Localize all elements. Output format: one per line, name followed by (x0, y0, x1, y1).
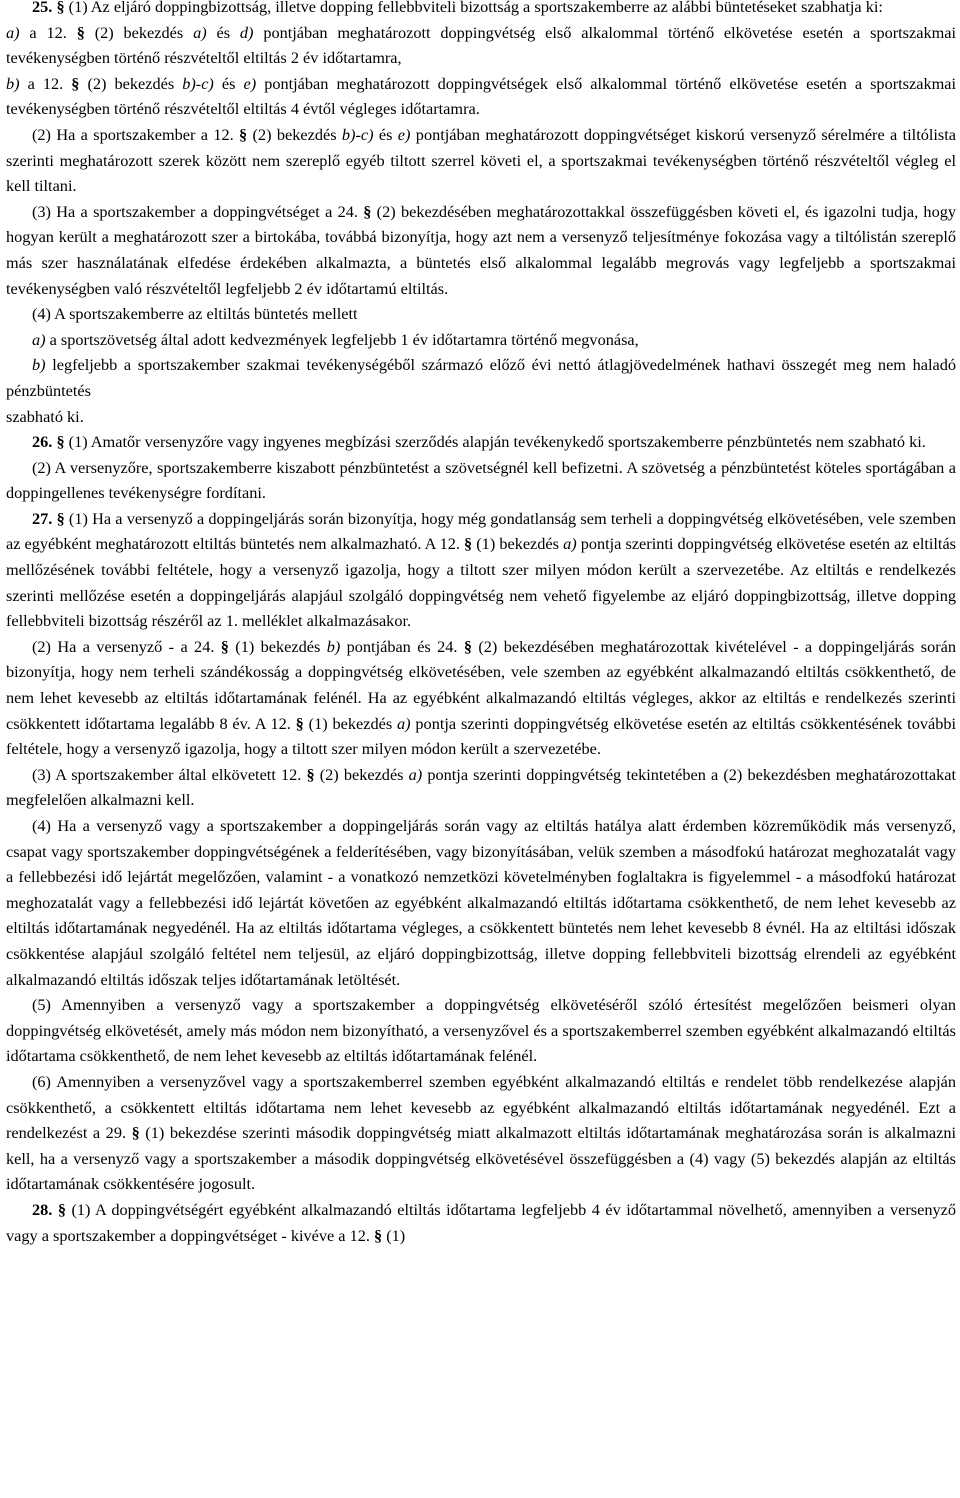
text-run: (3) Ha a sportszakember a doppingvétséget a 24. (32, 201, 364, 221)
text-run: (1) Ha a versenyző a doppingeljárás során bizonyítja, hogy még gondatlanság sem terheli a doppingvétség elkövetésében, vele szemben az egyébként meghatározott eltiltás büntetés nem alkalmazható. A 12. (6, 508, 956, 554)
text-run: (1) bekezdés (472, 534, 564, 554)
paragraph (6, 992, 956, 1069)
text-run: (3) A sportszakember által elkövetett 12. (32, 764, 307, 784)
text-run: (4) Ha a versenyző vagy a sportszakember a doppingeljárás során vagy az eltiltás hatálya alatt érdemben közreműködik más versenyző, csapat vagy sportszakember doppingvétségének a felderítésében, vagy bizonyításában, velük szemben a másodfokú határozat meghozatalát vagy a fellebbezési idő lejártát megelőzően, valamint - a vonatkozó nemzetközi követelményben foglaltakra is figyelemmel - a másodfokú határozat meghozatalát vagy a fellebbezési idő lejártát követően az egyébként alkalmazandó eltiltás időtartama csökkenthető, de nem lehet kevesebb az eltiltás időtartamának negyedénél. Ha az eltiltás időtartama végleges, a csökkentett büntetés nem lehet kevesebb 8 évnél. Ha az eltiltási időszak csökkentése alapjául szolgáló feltétel nem teljesül, az eljáró doppingbizottság, illetve dopping fellebbviteli bizottság elrendeli az egyébként alkalmazandó eltiltás időszak teljes időtartamának letöltését. (6, 816, 956, 989)
italic-text: b)-c) (182, 73, 214, 93)
text-run: (1) Az eljáró doppingbizottság, illetve dopping fellebbviteli bizottság a sportszakemberre az alábbi büntetéseket szabhatja ki: (64, 0, 883, 16)
text-run: (1) bekezdése szerinti második doppingvétség miatt alkalmazott eltiltás időtartamának meghatározása során is alkalmazni kell, ha a versenyző vagy a sportszakember a második doppingvétség elkövetésével összefüggésben a (4) vagy (5) bekezdés alapján az eltiltás időtartamának csökkentésére jogosult. (6, 1123, 956, 1194)
text-run: (2) Ha a versenyző - a 24. (32, 636, 221, 656)
text-run: (5) Amennyiben a versenyző vagy a sportszakember a doppingvétség elkövetéséről szóló értesítést megelőzően beismeri olyan doppingvétség elkövetését, amely más módon nem bizonyítható, a versenyzővel és a sportszakemberrel szemben egyébként alkalmazandó eltiltás időtartama csökkenthető, de nem lehet kevesebb az eltiltás időtartamának felénél. (6, 995, 956, 1066)
paragraph (6, 429, 956, 455)
text-run: (1) Amatőr versenyzőre vagy ingyenes megbízási szerződés alapján tevékenykedő sportszakemberre pénzbüntetés nem szabható ki. (64, 432, 926, 452)
paragraph (6, 0, 956, 20)
text-run: (1) (382, 1225, 406, 1245)
text-run: (2) bekezdés (314, 764, 409, 784)
italic-text: a) (32, 329, 46, 349)
text-run: a sportszövetség által adott kedvezmények legfeljebb 1 év időtartamra történő megvonása, (45, 329, 639, 349)
paragraph (6, 122, 956, 199)
paragraph (6, 1197, 956, 1248)
bold-text: 28. (32, 1199, 53, 1219)
paragraph (6, 455, 956, 506)
italic-text: a) (563, 534, 577, 554)
text-run: (2) bekezdés (79, 73, 183, 93)
text-run: (1) bekezdés (228, 636, 327, 656)
text-run: (2) bekezdésében meghatározottak kivételével - a doppingeljárás során bizonyítja, hogy nem terheli szándékosság a doppingvétség elkövetésében, vele szemben az egyébként alkalmazandó eltiltás csökkenthető, de nem lehet kevesebb az eltiltás időtartamának felénél. Ha az egyébként alkalmazandó eltiltás végleges, akkor az eltiltás e rendelkezés szerinti csökkentett időtartama legalább 8 év. A 12. (6, 636, 957, 733)
paragraph (6, 327, 956, 353)
bold-text: 27. (32, 508, 53, 528)
bold-text: § (464, 534, 473, 554)
paragraph (6, 1069, 956, 1197)
paragraph (6, 301, 956, 327)
bold-text: § (463, 636, 472, 656)
paragraph (6, 506, 956, 634)
text-run: (1) bekezdés (303, 713, 397, 733)
bold-text: 26. (32, 432, 53, 452)
bold-text: § (57, 1199, 66, 1219)
italic-text: b) (6, 73, 20, 93)
text-run: a 12. (19, 73, 72, 93)
bold-text: § (56, 0, 65, 16)
text-run: pontjában és 24. (340, 636, 464, 656)
text-run: és (206, 22, 240, 42)
italic-text: a) (397, 713, 411, 733)
text-run: (4) A sportszakemberre az eltiltás büntetés mellett (32, 304, 358, 324)
text-run: pontja szerinti doppingvétség elkövetése esetén az eltiltás csökkentésének további feltétele, hogy a versenyző igazolja, hogy a tiltott szer milyen módon került a szervezetébe. (6, 713, 957, 759)
italic-text: b)-c) (341, 124, 374, 144)
paragraph (6, 813, 956, 992)
text-run: és (213, 73, 244, 93)
text-run: (2) bekezdés (247, 124, 342, 144)
text-run: és (373, 124, 398, 144)
paragraph (6, 352, 956, 403)
bold-text: § (71, 73, 80, 93)
paragraph (6, 71, 956, 122)
bold-text: § (239, 124, 248, 144)
italic-text: b) (32, 355, 46, 375)
bold-text: 25. (32, 0, 53, 16)
text-run: a 12. (19, 22, 77, 42)
text-run: (2) Ha a sportszakember a 12. (32, 124, 240, 144)
italic-text: d) (239, 22, 254, 42)
text-run: (2) bekezdés (84, 22, 194, 42)
bold-text: § (76, 22, 85, 42)
text-run: pontjában meghatározott doppingvétségek első alkalommal történő elkövetése esetén a sportszakmai tevékenységben történő részvételtől eltiltás 4 évtől végleges időtartamra. (6, 73, 957, 119)
bold-text: § (131, 1123, 140, 1143)
bold-text: § (220, 636, 229, 656)
text-run: (6) Amennyiben a versenyzővel vagy a sportszakemberrel szemben egyébként alkalmazandó eltiltás e rendelet több rendelkezése alapján csökkenthető, a csökkentett eltiltás időtartama nem lehet kevesebb az egyébként alkalmazandó eltiltás időtartamának negyedénél. Ezt a rendelkezést a 29. (6, 1071, 956, 1143)
paragraph (6, 634, 956, 762)
text-run: pontja szerinti doppingvétség tekintetében a (2) bekezdésben meghatározottakat megfelelően alkalmazni kell. (6, 764, 957, 810)
italic-text: b) (326, 636, 341, 656)
italic-text: e) (397, 124, 411, 144)
bold-text: § (56, 432, 65, 452)
text-run: legfeljebb a sportszakember szakmai tevékenységéből származó előző évi nettó átlagjövedelmének hathavi összegét meg nem haladó pénzbüntetés (6, 355, 956, 400)
text-run: szabható ki. (6, 406, 84, 426)
italic-text: a) (408, 764, 423, 784)
bold-text: § (363, 201, 372, 221)
text-run: pontjában meghatározott doppingvétség első alkalommal történő elkövetése esetén a sportszakmai tevékenységben történő részvételtől eltiltás 2 év időtartamra, (6, 22, 957, 68)
text-run: (2) bekezdésében meghatározottakkal összefüggésben követi el, és igazolni tudja, hogy hogyan került a meghatározott szer a birtokába, továbbá bizonyítja, hogy azt nem a versenyző teljesítménye fokozása vagy a tiltólistán szereplő más szer használatának elfedése érdekében alkalmazta, a büntetés első alkalommal legalább megrovás vagy legfeljebb a sportszakmai tevékenységben való részvételtől legfeljebb 2 év időtartamú eltiltás. (6, 201, 956, 298)
bold-text: § (306, 764, 315, 784)
italic-text: a) (6, 22, 20, 42)
text-run: (1) A doppingvétségért egyébként alkalmazandó eltiltás időtartama legfeljebb 4 év időtartammal növelhető, amennyiben a versenyző vagy a sportszakember a doppingvétséget - kivéve a 12. (6, 1199, 956, 1245)
bold-text: § (295, 713, 304, 733)
paragraph (6, 20, 956, 71)
paragraph (6, 404, 956, 430)
bold-text: § (374, 1225, 383, 1245)
text-run: (2) A versenyzőre, sportszakemberre kiszabott pénzbüntetést a szövetségnél kell befizetni. A szövetség a pénzbüntetést köteles sportágában a doppingellenes tevékenységre fordítani. (6, 457, 956, 503)
italic-text: a) (193, 22, 207, 42)
bold-text: § (56, 508, 65, 528)
text-run: pontjában meghatározott doppingvétséget kiskorú versenyző sérelmére a tiltólista szerinti meghatározott szerek között nem szereplő egyéb tiltott szerrel követi el, a sportszakmai tevékenységben történő részvételtől végleg el kell tiltani. (6, 124, 956, 196)
paragraph (6, 199, 956, 301)
text-run: pontja szerinti doppingvétség elkövetése esetén az eltiltás mellőzésének további feltétele, hogy a versenyző igazolja, hogy a tiltott szer milyen módon került a szervezetébe. Az eltiltás e rendelkezés szerinti mellőzése esetén a doppingeljárás alapjául szolgáló doppingvétség nem vehető figyelembe az eljáró doppingbizottság, illetve dopping fellebbviteli bizottság részéről az 1. melléklet alkalmazásakor. (6, 534, 957, 631)
italic-text: e) (243, 73, 257, 93)
paragraph (6, 762, 956, 813)
